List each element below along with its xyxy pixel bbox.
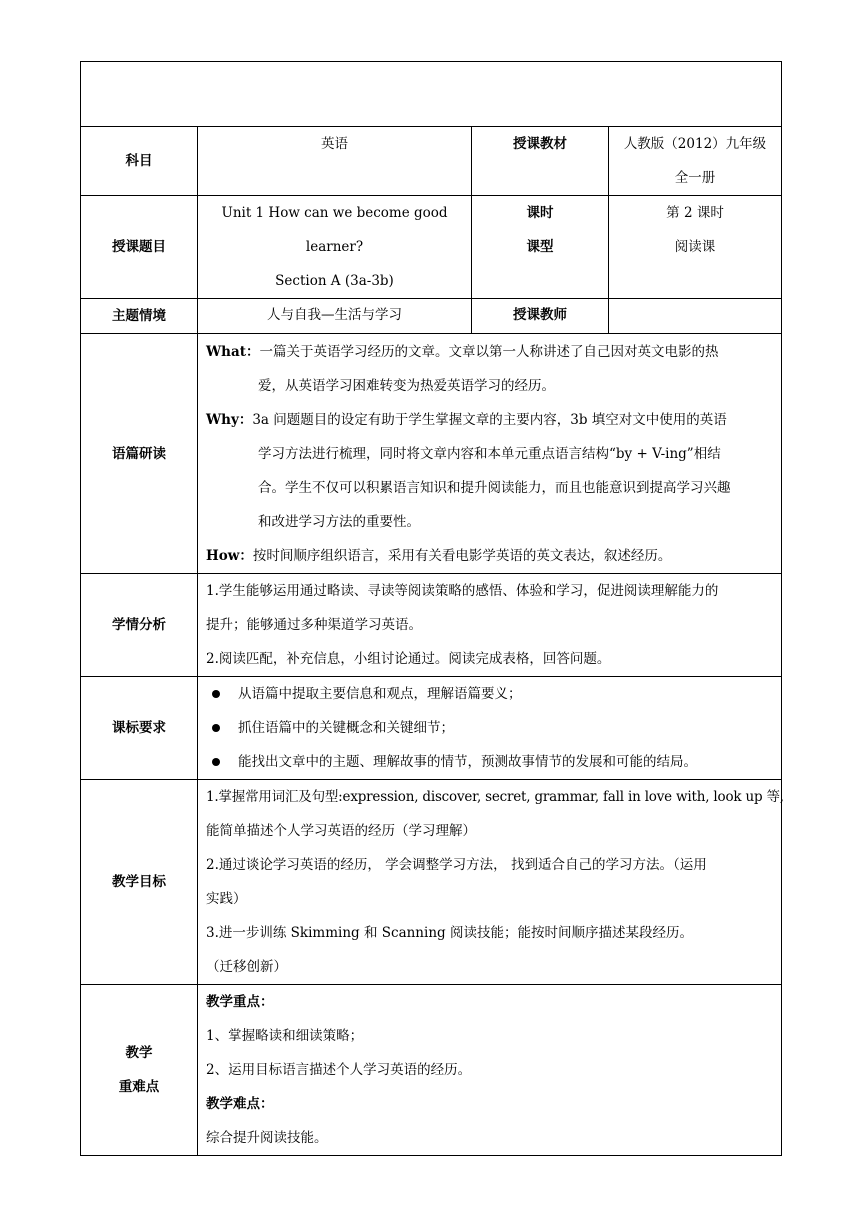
subject-row bbox=[81, 127, 782, 196]
standards-item-3: 能找出文章中的主题、理解故事的情节，预测故事情节的发展和可能的结局。 bbox=[206, 745, 775, 779]
analysis-line-3: 2.阅读匹配，补充信息，小组讨论通过。阅读完成表格，回答问题。 bbox=[206, 651, 611, 667]
material-value bbox=[609, 127, 782, 196]
objectives-label: 教学目标 bbox=[81, 780, 198, 985]
difficulty-item: 综合提升阅读技能。 bbox=[206, 1130, 328, 1146]
objectives-line-1: 1.掌握常用词汇及句型:expression, discover, secret, grammar, fall in love with, look up 等, bbox=[206, 789, 784, 805]
objectives-line-4: 实践） bbox=[206, 891, 247, 907]
keypoints-label-line-1: 教学 bbox=[125, 1045, 153, 1061]
standards-content bbox=[198, 677, 782, 780]
type-value: 阅读课 bbox=[674, 239, 716, 255]
why-line-4: 和改进学习方法的重要性。 bbox=[258, 514, 420, 530]
bullet-icon bbox=[212, 724, 220, 732]
why-key: Why： bbox=[206, 412, 253, 428]
keypoints-content bbox=[198, 985, 782, 1156]
theme-label: 主题情境 bbox=[81, 299, 198, 334]
keypoints-label bbox=[81, 985, 198, 1156]
what-key: What： bbox=[206, 344, 260, 360]
focus-item-2: 2、运用目标语言描述个人学习英语的经历。 bbox=[206, 1062, 472, 1078]
objectives-line-3: 2.通过谈论学习英语的经历， 学会调整学习方法， 找到适合自己的学习方法。（运用 bbox=[206, 857, 707, 873]
period-label: 课时 bbox=[526, 205, 554, 221]
material-label: 授课教材 bbox=[472, 127, 609, 196]
lesson-plan-table bbox=[80, 61, 782, 1156]
topic-value bbox=[198, 196, 472, 299]
objectives-line-5: 3.进一步训练 Skimming 和 Scanning 阅读技能；能按时间顺序描述某段经历。 bbox=[206, 925, 693, 941]
topic-label: 授课题目 bbox=[81, 196, 198, 299]
what-line-2: 爱，从英语学习困难转变为热爱英语学习的经历。 bbox=[258, 378, 555, 394]
keypoints-label-line-2: 重难点 bbox=[118, 1079, 160, 1095]
analysis-row bbox=[81, 574, 782, 677]
subject-label: 科目 bbox=[81, 127, 198, 196]
reading-content bbox=[198, 334, 782, 574]
teacher-value bbox=[609, 299, 782, 334]
why-line-1: Why：3a 问题题目的设定有助于学生掌握文章的主要内容，3b 填空对文中使用的英语 bbox=[206, 412, 727, 428]
analysis-content bbox=[198, 574, 782, 677]
bullet-icon bbox=[212, 758, 220, 766]
subject-value: 英语 bbox=[198, 127, 472, 196]
how-key: How： bbox=[206, 548, 253, 564]
topic-row bbox=[81, 196, 782, 299]
theme-row bbox=[81, 299, 782, 334]
bullet-icon bbox=[212, 690, 220, 698]
standards-row bbox=[81, 677, 782, 780]
material-line-2: 全一册 bbox=[674, 170, 716, 186]
theme-value: 人与自我—生活与学习 bbox=[198, 299, 472, 334]
what-line-1: What：一篇关于英语学习经历的文章。文章以第一人称讲述了自己因对英文电影的热 bbox=[206, 344, 719, 360]
standards-item-2: 抓住语篇中的关键概念和关键细节； bbox=[206, 711, 775, 745]
type-label: 课型 bbox=[526, 239, 554, 255]
difficulty-title: 教学难点： bbox=[206, 1096, 274, 1112]
analysis-line-1: 1.学生能够运用通过略读、寻读等阅读策略的感悟、体验和学习，促进阅读理解能力的 bbox=[206, 583, 719, 599]
why-line-3: 合。学生不仅可以积累语言知识和提升阅读能力，而且也能意识到提高学习兴趣 bbox=[258, 480, 731, 496]
material-line-1: 人教版（2012）九年级 bbox=[623, 136, 767, 152]
header-empty-cell bbox=[81, 62, 782, 127]
keypoints-row bbox=[81, 985, 782, 1156]
focus-title: 教学重点： bbox=[206, 994, 274, 1010]
topic-title-line-1: Unit 1 How can we become good learner? bbox=[221, 205, 448, 255]
period-value: 第 2 课时 bbox=[666, 205, 724, 221]
teacher-label: 授课教师 bbox=[472, 299, 609, 334]
standards-item-1: 从语篇中提取主要信息和观点，理解语篇要义； bbox=[206, 677, 775, 711]
reading-label: 语篇研读 bbox=[81, 334, 198, 574]
objectives-row bbox=[81, 780, 782, 985]
topic-title-line-2: Section A (3a-3b) bbox=[275, 273, 394, 289]
period-type-labels bbox=[472, 196, 609, 299]
why-line-2: 学习方法进行梳理，同时将文章内容和本单元重点语言结构“by + V-ing”相结 bbox=[258, 446, 721, 462]
reading-row bbox=[81, 334, 782, 574]
standards-label: 课标要求 bbox=[81, 677, 198, 780]
period-type-values bbox=[609, 196, 782, 299]
analysis-label: 学情分析 bbox=[81, 574, 198, 677]
objectives-content bbox=[198, 780, 782, 985]
objectives-line-2: 能简单描述个人学习英语的经历（学习理解） bbox=[206, 823, 476, 839]
focus-item-1: 1、掌握略读和细读策略； bbox=[206, 1028, 364, 1044]
how-line: How：按时间顺序组织语言，采用有关看电影学英语的英文表达，叙述经历。 bbox=[206, 548, 672, 564]
objectives-line-6: （迁移创新） bbox=[206, 959, 287, 975]
header-empty-row bbox=[81, 62, 782, 127]
analysis-line-2: 提升；能够通过多种渠道学习英语。 bbox=[206, 617, 422, 633]
